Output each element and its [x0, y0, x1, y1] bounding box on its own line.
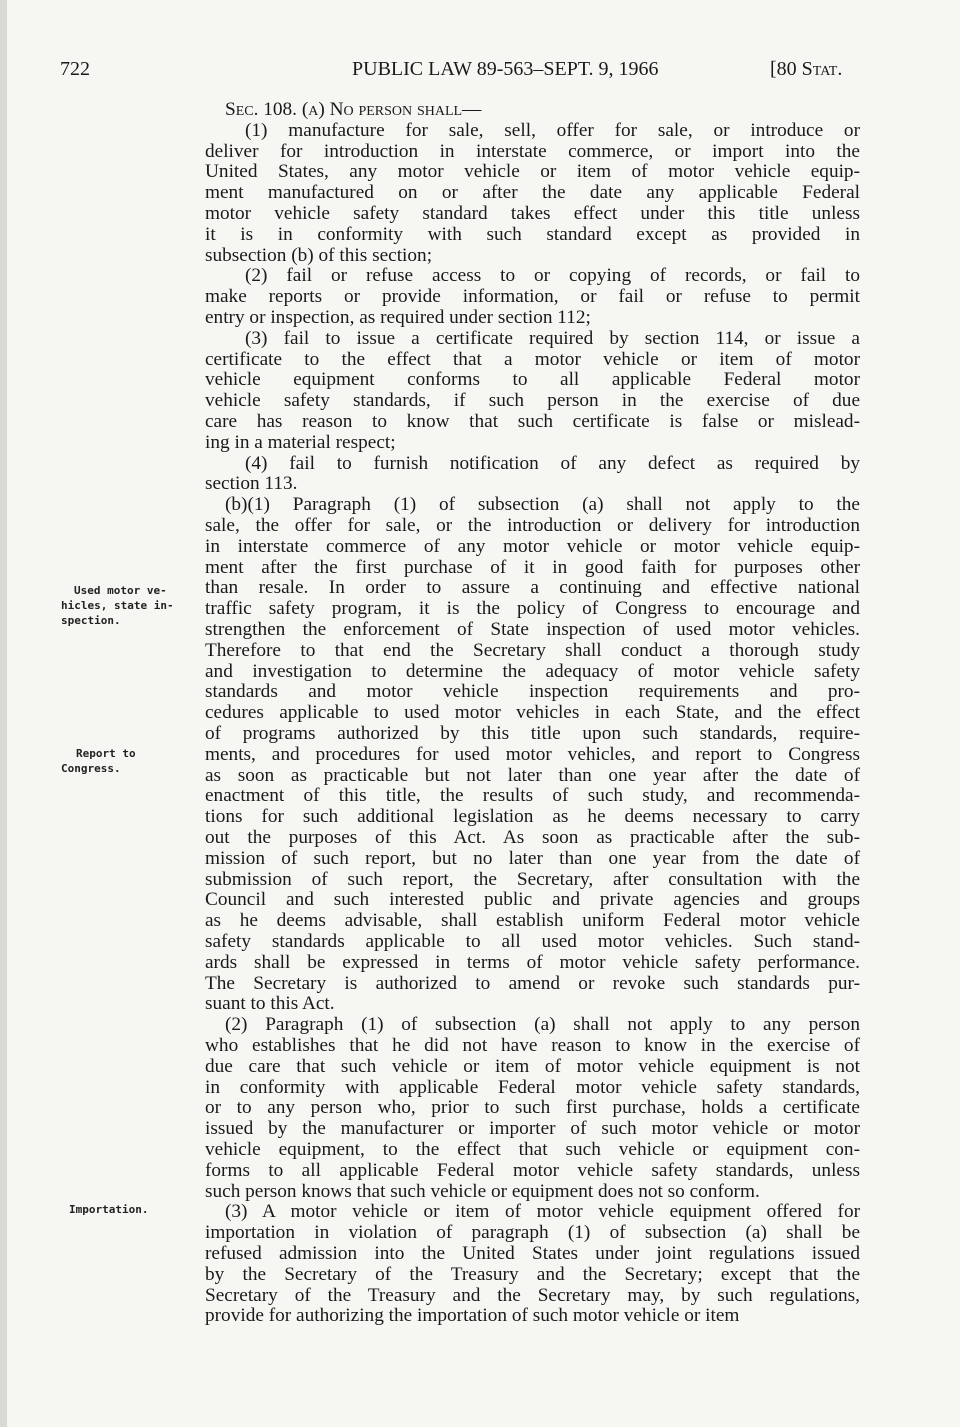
text-line: ards shall be expressed in terms of motor vehicle safety performance.: [205, 951, 860, 973]
text-line: than resale. In order to assure a continuing and effective national: [205, 577, 860, 599]
margin-note-line: Used motor ve-: [74, 584, 167, 597]
text-line: entry or inspection, as required under section 112;: [205, 307, 591, 328]
text-line: issued by the manufacturer or importer of such motor vehicle or motor: [205, 1118, 860, 1140]
text-line: or to any person who, prior to such first purchase, holds a certificate: [205, 1097, 860, 1119]
text-line: motor vehicle safety standard takes effect under this title unless: [205, 203, 860, 224]
margin-note-line: Report to: [76, 747, 136, 760]
text-line: care has reason to know that such certificate is false or mislead-: [205, 411, 860, 432]
text-line: by the Secretary of the Treasury and the Secretary; except that the: [205, 1263, 860, 1285]
text-line: Therefore to that end the Secretary shall conduct a thorough study: [205, 639, 860, 661]
text-line: deliver for introduction in interstate commerce, or import into the: [205, 140, 860, 162]
text-line: make reports or provide information, or fail or refuse to permit: [205, 286, 860, 308]
text-line: provide for authorizing the importation of such motor vehicle or item: [205, 1305, 740, 1327]
text-line: sale, the offer for sale, or the introduction or delivery for introduction: [205, 515, 860, 536]
text-line: forms to all applicable Federal motor vehicle safety standards, unless: [205, 1159, 860, 1181]
statute-reference: [80 Stat.: [770, 58, 843, 80]
text-line: of programs authorized by this title upon such standards, require-: [205, 723, 860, 744]
margin-note-line: Importation.: [69, 1203, 149, 1216]
margin-note-line: Congress.: [61, 762, 121, 775]
text-line: standards and motor vehicle inspection requirements and pro-: [205, 681, 860, 703]
text-line: (2) Paragraph (1) of subsection (a) shall not apply to any person: [225, 1014, 860, 1036]
text-line: vehicle equipment, to the effect that such vehicle or equipment con-: [205, 1139, 860, 1160]
text-line: as he deems advisable, shall establish uniform Federal motor vehicle: [205, 910, 860, 932]
text-line: as soon as practicable but not later than one year after the date of: [205, 764, 860, 786]
text-line: certificate to the effect that a motor vehicle or item of motor: [205, 348, 860, 370]
text-line: such person knows that such vehicle or equipment does not so conform.: [205, 1180, 760, 1202]
text-line: ment manufactured on or after the date any applicable Federal: [205, 182, 860, 204]
text-line: (3) A motor vehicle or item of motor vehicle equipment offered for: [225, 1201, 860, 1223]
text-line: in conformity with applicable Federal motor vehicle safety standards,: [205, 1076, 860, 1098]
text-line: traffic safety program, it is the policy of Congress to encourage and: [205, 598, 860, 620]
text-line: and investigation to determine the adequacy of motor vehicle safety: [205, 660, 860, 682]
page-number: 722: [60, 58, 90, 80]
text-line: tions for such additional legislation as he deems necessary to carry: [205, 806, 860, 828]
text-line: (3) fail to issue a certificate required by section 114, or issue a: [245, 327, 860, 349]
text-line: subsection (b) of this section;: [205, 244, 433, 266]
text-line: Secretary of the Treasury and the Secretary may, by such regulations,: [205, 1284, 860, 1306]
text-line: vehicle equipment conforms to all applicable Federal motor: [205, 369, 860, 391]
text-line: it is in conformity with such standard except as provided in: [205, 223, 860, 245]
text-line: The Secretary is authorized to amend or revoke such standards pur-: [205, 972, 860, 994]
text-line: ments, and procedures for used motor vehicles, and report to Congress: [205, 743, 860, 765]
text-line: out the purposes of this Act. As soon as practicable after the sub-: [205, 827, 860, 848]
text-line: refused admission into the United States under joint regulations issued: [205, 1243, 860, 1264]
text-line: enactment of this title, the results of such study, and recommenda-: [205, 785, 860, 807]
text-line: Council and such interested public and private agencies and groups: [205, 889, 860, 911]
text-line: section 113.: [205, 473, 298, 495]
text-line: safety standards applicable to all used motor vehicles. Such stand-: [205, 931, 860, 952]
text-line: submission of such report, the Secretary, after consultation with the: [205, 868, 860, 890]
running-title: PUBLIC LAW 89-563–SEPT. 9, 1966: [352, 58, 659, 80]
text-line: importation in violation of paragraph (1) of subsection (a) shall be: [205, 1222, 860, 1244]
text-line: ing in a material respect;: [205, 431, 396, 453]
page-edge: [0, 0, 7, 1427]
margin-note-line: spection.: [61, 614, 121, 627]
text-line: mission of such report, but no later than one year from the date of: [205, 847, 860, 869]
text-line: vehicle safety standards, if such person in the exercise of due: [205, 390, 860, 412]
text-line: strengthen the enforcement of State inspection of used motor vehicles.: [205, 619, 860, 640]
text-line: suant to this Act.: [205, 993, 335, 1015]
margin-note-line: hicles, state in-: [61, 599, 174, 612]
text-line: (2) fail or refuse access to or copying of records, or fail to: [245, 265, 860, 287]
text-line: ment after the first purchase of it in good faith for purposes other: [205, 556, 860, 578]
text-line: (b)(1) Paragraph (1) of subsection (a) shall not apply to the: [225, 494, 860, 516]
text-line: cedures applicable to used motor vehicles in each State, and the effect: [205, 702, 860, 724]
text-line: in interstate commerce of any motor vehicle or motor vehicle equip-: [205, 535, 860, 557]
text-line: (4) fail to furnish notification of any defect as required by: [245, 452, 860, 474]
text-line: due care that such vehicle or item of motor vehicle equipment is not: [205, 1055, 860, 1077]
text-line: (1) manufacture for sale, sell, offer for sale, or introduce or: [245, 119, 860, 141]
text-line: who establishes that he did not have reason to know in the exercise of: [205, 1035, 860, 1056]
text-line: United States, any motor vehicle or item of motor vehicle equip-: [205, 161, 860, 183]
text-line: Sec. 108. (a) No person shall—: [225, 99, 482, 120]
